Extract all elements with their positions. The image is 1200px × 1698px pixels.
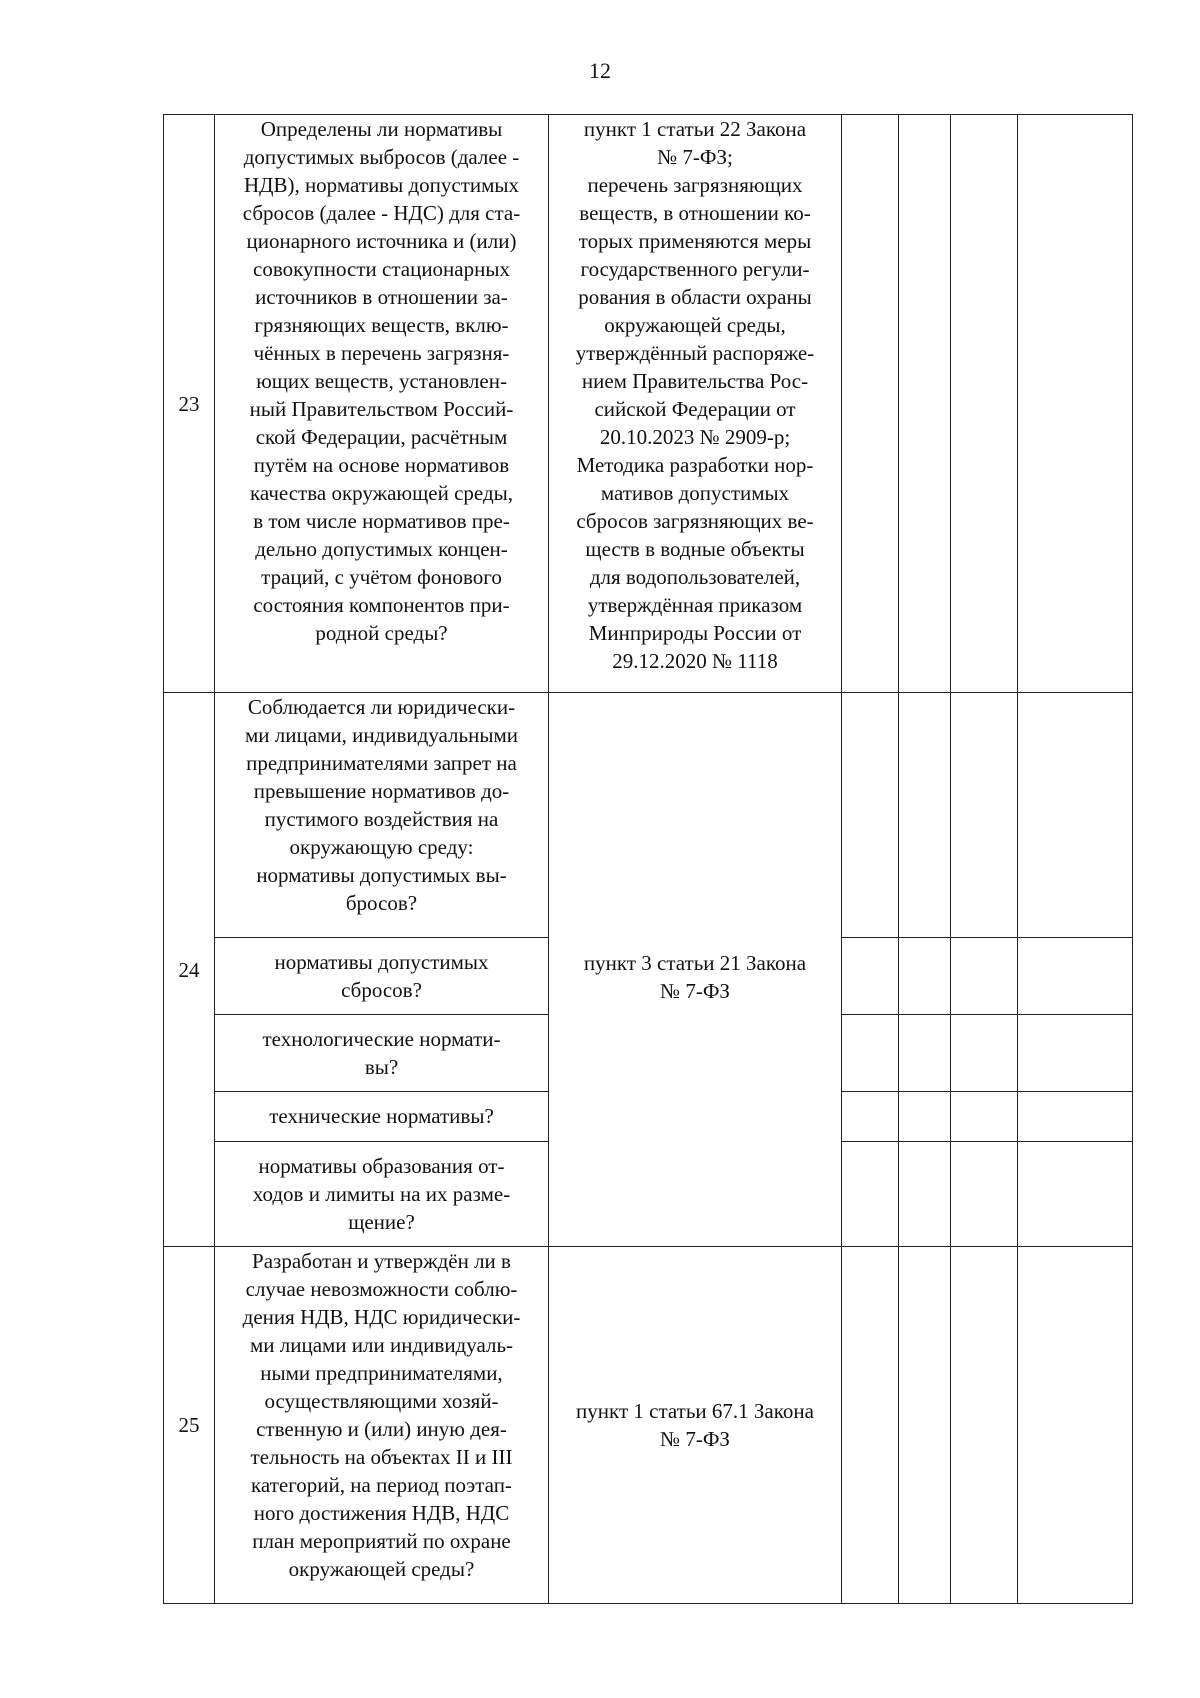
reference-line: № 7-ФЗ bbox=[660, 979, 730, 1003]
answer-cell[interactable] bbox=[1018, 1092, 1133, 1142]
answer-cell[interactable] bbox=[1018, 1247, 1133, 1604]
reference-line: № 7-ФЗ; bbox=[657, 145, 733, 169]
answer-cell[interactable] bbox=[951, 1015, 1018, 1092]
question-cell bbox=[215, 693, 549, 938]
answer-cell[interactable] bbox=[951, 1142, 1018, 1247]
answer-cell[interactable] bbox=[1018, 115, 1133, 693]
reference-line: пункт 3 статьи 21 Закона bbox=[583, 951, 807, 975]
question-line: дельно допустимых концен- bbox=[255, 537, 508, 561]
row-number: 24 bbox=[164, 693, 215, 1247]
question-line: ми лицами, индивидуальными bbox=[245, 723, 518, 747]
reference-line: государственного регули- bbox=[580, 257, 810, 281]
answer-cell[interactable] bbox=[1018, 693, 1133, 938]
question-line: НДВ), нормативы допустимых bbox=[243, 173, 520, 197]
answer-cell[interactable] bbox=[842, 938, 899, 1015]
reference-line: пункт 1 статьи 22 Закона bbox=[583, 117, 807, 141]
question-line: ный Правительством Россий- bbox=[249, 397, 514, 421]
question-line: окружающей среды? bbox=[288, 1557, 475, 1581]
answer-cell[interactable] bbox=[842, 1015, 899, 1092]
question-line: превышение нормативов до- bbox=[253, 779, 510, 803]
question-line: пустимого воздействия на bbox=[264, 807, 499, 831]
reference-line: мативов допустимых bbox=[600, 481, 790, 505]
question-line: родной среды? bbox=[315, 621, 448, 645]
answer-cell[interactable] bbox=[842, 1092, 899, 1142]
reference-cell bbox=[549, 1247, 842, 1604]
reference-cell bbox=[549, 693, 842, 1247]
question-line: нормативы допустимых bbox=[274, 950, 489, 974]
question-line: чённых в перечень загрязня- bbox=[253, 341, 510, 365]
answer-cell[interactable] bbox=[842, 1247, 899, 1604]
reference-line: рования в области охраны bbox=[578, 285, 812, 309]
reference-line: нием Правительства Рос- bbox=[581, 369, 809, 393]
reference-line: для водопользователей, bbox=[589, 565, 801, 589]
reference-line: окружающей среды, bbox=[604, 313, 786, 337]
question-line: щение? bbox=[348, 1210, 415, 1234]
checklist-table bbox=[163, 114, 1133, 1604]
answer-cell[interactable] bbox=[1018, 1142, 1133, 1247]
answer-cell[interactable] bbox=[951, 1092, 1018, 1142]
question-line: ного достижения НДВ, НДС bbox=[253, 1501, 510, 1525]
question-cell bbox=[215, 1015, 549, 1092]
question-line: Разработан и утверждён ли в bbox=[252, 1249, 511, 1273]
question-cell bbox=[215, 115, 549, 693]
question-line: ционарного источника и (или) bbox=[246, 229, 517, 253]
question-cell bbox=[215, 1092, 549, 1142]
question-line: вы? bbox=[364, 1055, 399, 1079]
question-cell bbox=[215, 1142, 549, 1247]
question-line: категорий, на период поэтап- bbox=[251, 1473, 512, 1497]
table-row-23 bbox=[164, 115, 1133, 693]
reference-line: торых применяются меры bbox=[578, 229, 812, 253]
question-line: план мероприятий по охране bbox=[252, 1529, 511, 1553]
reference-line: Методика разработки нор- bbox=[576, 453, 814, 477]
answer-cell[interactable] bbox=[951, 1247, 1018, 1604]
reference-line: сийской Федерации от bbox=[594, 397, 796, 421]
answer-cell[interactable] bbox=[1018, 938, 1133, 1015]
question-line: бросов? bbox=[345, 891, 418, 915]
question-cell bbox=[215, 1247, 549, 1604]
question-line: ющих веществ, установлен- bbox=[256, 369, 507, 393]
question-line: ходов и лимиты на их разме- bbox=[252, 1182, 511, 1206]
reference-line: пункт 1 статьи 67.1 Закона bbox=[576, 1399, 814, 1423]
reference-line: веществ, в отношении ко- bbox=[579, 201, 811, 225]
question-line: тельность на объектах II и III bbox=[250, 1445, 513, 1469]
reference-line: Минприроды России от bbox=[588, 621, 802, 645]
question-line: ственную и (или) иную дея- bbox=[256, 1417, 507, 1441]
table-row-24 bbox=[164, 693, 1133, 938]
reference-line: ществ в водные объекты bbox=[585, 537, 805, 561]
row-number: 25 bbox=[164, 1247, 215, 1604]
question-line: ми лицами или индивидуаль- bbox=[249, 1333, 514, 1357]
answer-cell[interactable] bbox=[842, 115, 899, 693]
question-line: ской Федерации, расчётным bbox=[255, 425, 508, 449]
answer-cell[interactable] bbox=[899, 938, 951, 1015]
question-line: осуществляющими хозяй- bbox=[264, 1389, 499, 1413]
question-line: в том числе нормативов пре- bbox=[253, 509, 510, 533]
answer-cell[interactable] bbox=[899, 1247, 951, 1604]
question-line: технологические нормати- bbox=[262, 1027, 501, 1051]
question-line: совокупности стационарных bbox=[253, 257, 510, 281]
answer-cell[interactable] bbox=[899, 1092, 951, 1142]
answer-cell[interactable] bbox=[951, 693, 1018, 938]
reference-line: № 7-ФЗ bbox=[660, 1427, 730, 1451]
answer-cell[interactable] bbox=[1018, 1015, 1133, 1092]
question-line: Определены ли нормативы bbox=[260, 117, 503, 141]
question-line: сбросов (далее - НДС) для ста- bbox=[242, 201, 521, 225]
answer-cell[interactable] bbox=[951, 938, 1018, 1015]
answer-cell[interactable] bbox=[899, 1015, 951, 1092]
answer-cell[interactable] bbox=[951, 115, 1018, 693]
question-line: окружающую среду: bbox=[289, 835, 474, 859]
page-number: 12 bbox=[589, 58, 611, 83]
question-line: допустимых выбросов (далее - bbox=[243, 145, 520, 169]
table-row-25 bbox=[164, 1247, 1133, 1604]
question-line: дения НДВ, НДС юридически- bbox=[242, 1305, 521, 1329]
reference-line: перечень загрязняющих bbox=[587, 173, 803, 197]
answer-cell[interactable] bbox=[842, 1142, 899, 1247]
reference-line: утверждённый распоряже- bbox=[575, 341, 815, 365]
question-line: качества окружающей среды, bbox=[249, 481, 514, 505]
question-line: траций, с учётом фонового bbox=[261, 565, 502, 589]
question-line: нормативы допустимых вы- bbox=[256, 863, 507, 887]
question-line: сбросов? bbox=[341, 978, 422, 1002]
reference-line: 20.10.2023 № 2909-р; bbox=[599, 425, 791, 449]
answer-cell[interactable] bbox=[899, 1142, 951, 1247]
reference-cell bbox=[549, 115, 842, 693]
question-line: предпринимателями запрет на bbox=[246, 751, 517, 775]
reference-line: 29.12.2020 № 1118 bbox=[612, 649, 778, 673]
reference-line: утверждённая приказом bbox=[587, 593, 803, 617]
reference-line: сбросов загрязняющих ве- bbox=[576, 509, 814, 533]
row-number: 23 bbox=[164, 115, 215, 693]
question-line: ными предпринимателями, bbox=[260, 1361, 503, 1385]
question-line: Соблюдается ли юридически- bbox=[247, 695, 516, 719]
question-line: случае невозможности соблю- bbox=[245, 1277, 518, 1301]
question-line: состояния компонентов при- bbox=[253, 593, 510, 617]
answer-cell[interactable] bbox=[899, 693, 951, 938]
question-line: грязняющих веществ, вклю- bbox=[254, 313, 509, 337]
answer-cell[interactable] bbox=[899, 115, 951, 693]
question-line: путём на основе нормативов bbox=[253, 453, 510, 477]
question-cell bbox=[215, 938, 549, 1015]
question-line: источников в отношении за- bbox=[255, 285, 508, 309]
question-line: нормативы образования от- bbox=[258, 1154, 505, 1178]
question-line: технические нормативы? bbox=[269, 1104, 494, 1128]
answer-cell[interactable] bbox=[842, 693, 899, 938]
